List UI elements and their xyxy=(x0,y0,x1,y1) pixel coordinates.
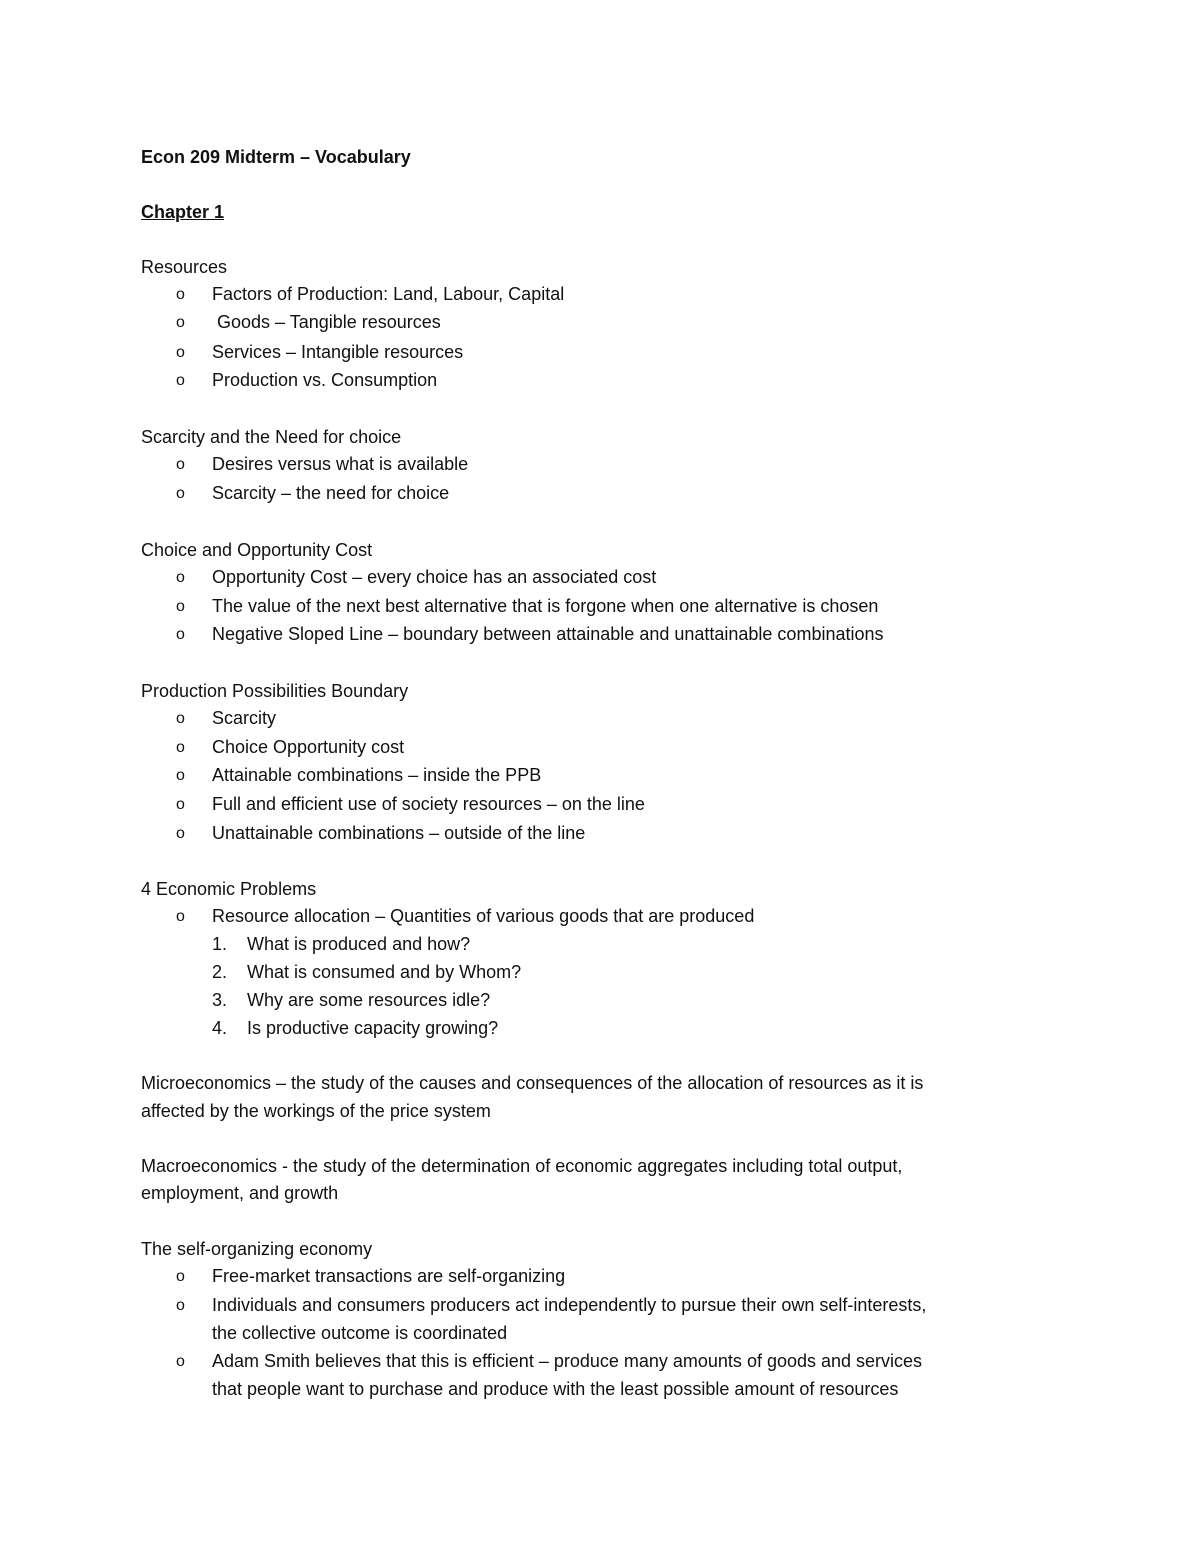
bullet-marker: o xyxy=(176,796,185,813)
section-heading-resources: Resources xyxy=(141,257,228,277)
list-number: 2. xyxy=(212,962,228,982)
list-item: Negative Sloped Line – boundary between attainable and unattainable combinations xyxy=(212,624,884,644)
list-item: Factors of Production: Land, Labour, Capital xyxy=(212,284,565,304)
bullet-marker: o xyxy=(176,314,185,331)
bullet-marker: o xyxy=(176,344,185,361)
list-item: Production vs. Consumption xyxy=(212,370,438,390)
bullet-marker: o xyxy=(176,739,185,756)
bullet-marker: o xyxy=(176,598,185,615)
numbered-item: What is produced and how? xyxy=(247,934,471,954)
list-item: Scarcity xyxy=(212,708,277,728)
macro-definition-line: employment, and growth xyxy=(141,1183,339,1203)
list-item: Goods – Tangible resources xyxy=(212,312,441,332)
list-number: 4. xyxy=(212,1018,228,1038)
bullet-marker: o xyxy=(176,485,185,502)
document-title: Econ 209 Midterm – Vocabulary xyxy=(141,147,411,167)
micro-definition-line: affected by the workings of the price system xyxy=(141,1101,491,1121)
macro-definition-line: Macroeconomics - the study of the determination of economic aggregates including total output, xyxy=(141,1156,903,1176)
list-number: 3. xyxy=(212,990,228,1010)
list-item: Scarcity – the need for choice xyxy=(212,483,450,503)
micro-definition-line: Microeconomics – the study of the causes and consequences of the allocation of resources as it is xyxy=(141,1073,924,1093)
list-item: Choice Opportunity cost xyxy=(212,737,405,757)
list-number: 1. xyxy=(212,934,228,954)
chapter-heading: Chapter 1 xyxy=(141,202,225,222)
section-heading-problems: 4 Economic Problems xyxy=(141,879,317,899)
section-heading-scarcity: Scarcity and the Need for choice xyxy=(141,427,402,447)
numbered-item: What is consumed and by Whom? xyxy=(247,962,522,982)
list-item: Adam Smith believes that this is efficient – produce many amounts of goods and services xyxy=(212,1351,923,1371)
numbered-item: Is productive capacity growing? xyxy=(247,1018,499,1038)
list-item: Full and efficient use of society resources – on the line xyxy=(212,794,645,814)
bullet-marker: o xyxy=(176,1297,185,1314)
list-item: Resource allocation – Quantities of various goods that are produced xyxy=(212,906,755,926)
list-item: Unattainable combinations – outside of the line xyxy=(212,823,586,843)
bullet-marker: o xyxy=(176,1353,185,1370)
list-item-continuation: that people want to purchase and produce with the least possible amount of resources xyxy=(212,1379,899,1399)
bullet-marker: o xyxy=(176,1268,185,1285)
section-heading-self-organizing: The self-organizing economy xyxy=(141,1239,373,1259)
list-item: The value of the next best alternative that is forgone when one alternative is chosen xyxy=(212,596,879,616)
numbered-item: Why are some resources idle? xyxy=(247,990,491,1010)
list-item: Services – Intangible resources xyxy=(212,342,464,362)
bullet-marker: o xyxy=(176,569,185,586)
bullet-marker: o xyxy=(176,626,185,643)
section-heading-choice: Choice and Opportunity Cost xyxy=(141,540,373,560)
list-item-continuation: the collective outcome is coordinated xyxy=(212,1323,508,1343)
bullet-marker: o xyxy=(176,372,185,389)
bullet-marker: o xyxy=(176,908,185,925)
bullet-marker: o xyxy=(176,286,185,303)
bullet-marker: o xyxy=(176,456,185,473)
list-item: Individuals and consumers producers act independently to pursue their own self-interests, xyxy=(212,1295,927,1315)
section-heading-ppb: Production Possibilities Boundary xyxy=(141,681,409,701)
bullet-marker: o xyxy=(176,767,185,784)
list-item: Opportunity Cost – every choice has an associated cost xyxy=(212,567,657,587)
list-item: Attainable combinations – inside the PPB xyxy=(212,765,542,785)
bullet-marker: o xyxy=(176,825,185,842)
list-item: Free-market transactions are self-organizing xyxy=(212,1266,566,1286)
list-item: Desires versus what is available xyxy=(212,454,469,474)
bullet-marker: o xyxy=(176,710,185,727)
